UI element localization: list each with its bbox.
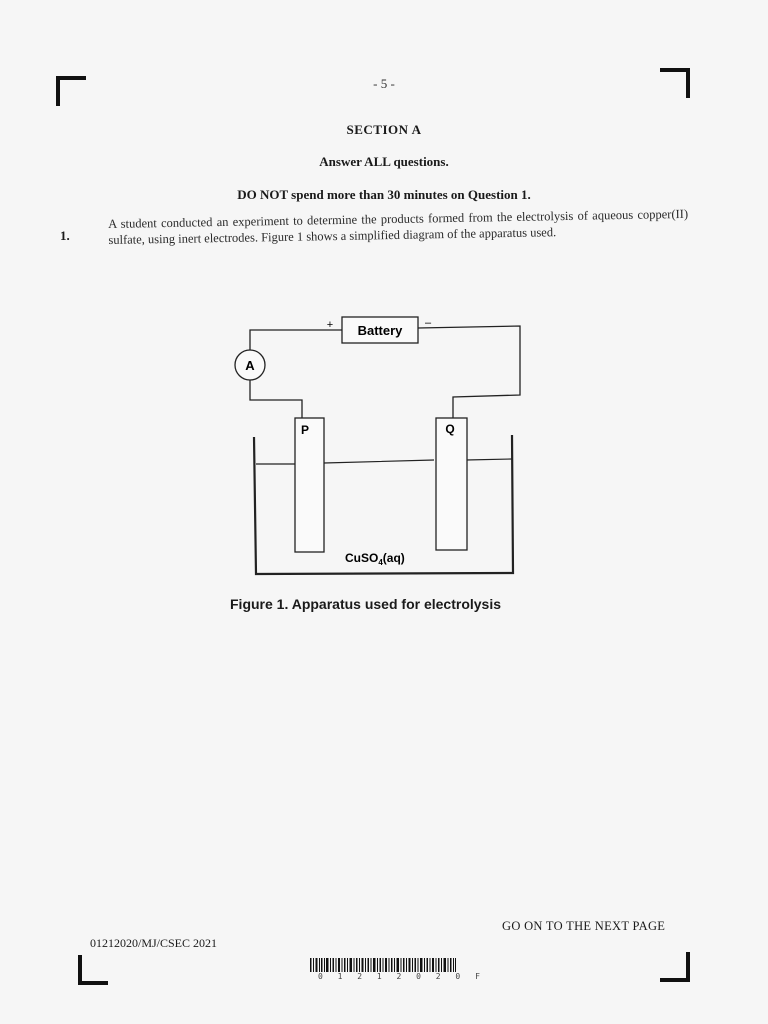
electrode-q-label: Q: [445, 422, 455, 436]
battery-positive-sign: +: [326, 319, 334, 331]
section-title: SECTION A: [346, 122, 422, 137]
wire-ammeter-to-p: [250, 380, 302, 418]
electrode-p: [295, 418, 324, 552]
electrolyte-label: [345, 551, 405, 567]
ammeter-label: A: [245, 358, 255, 373]
barcode-digits: 0 1 2 1 2 0 2 0 F: [318, 972, 485, 981]
barcode: [310, 958, 456, 972]
paper-code: 01212020/MJ/CSEC 2021: [90, 936, 218, 950]
figure-caption: Figure 1. Apparatus used for electrolysis: [230, 596, 502, 612]
battery-label: Battery: [357, 323, 403, 338]
electrode-q: [436, 418, 467, 550]
electrolyte-state: (aq): [382, 551, 405, 565]
wire-top-left: [250, 330, 342, 350]
next-page-note: GO ON TO THE NEXT PAGE: [502, 919, 666, 933]
page-number: - 5 -: [373, 76, 395, 91]
time-instruction: DO NOT spend more than 30 minutes on Question 1.: [237, 187, 531, 202]
question-text: A student conducted an experiment to determine the products formed from the electrolysis of aqueous copper(II) sulfate, using inert electrodes. Figure 1 shows a simplified diagram of the apparatus used.: [108, 206, 689, 247]
electrode-p-label: P: [300, 423, 310, 437]
answer-instruction: Answer ALL questions.: [319, 154, 449, 169]
electrolyte-subscript: 4: [378, 558, 383, 567]
question-number: 1.: [60, 228, 70, 243]
electrolyte-formula: CuSO: [345, 551, 379, 565]
battery-negative-sign: –: [424, 317, 432, 329]
wire-top-right: [418, 326, 520, 418]
